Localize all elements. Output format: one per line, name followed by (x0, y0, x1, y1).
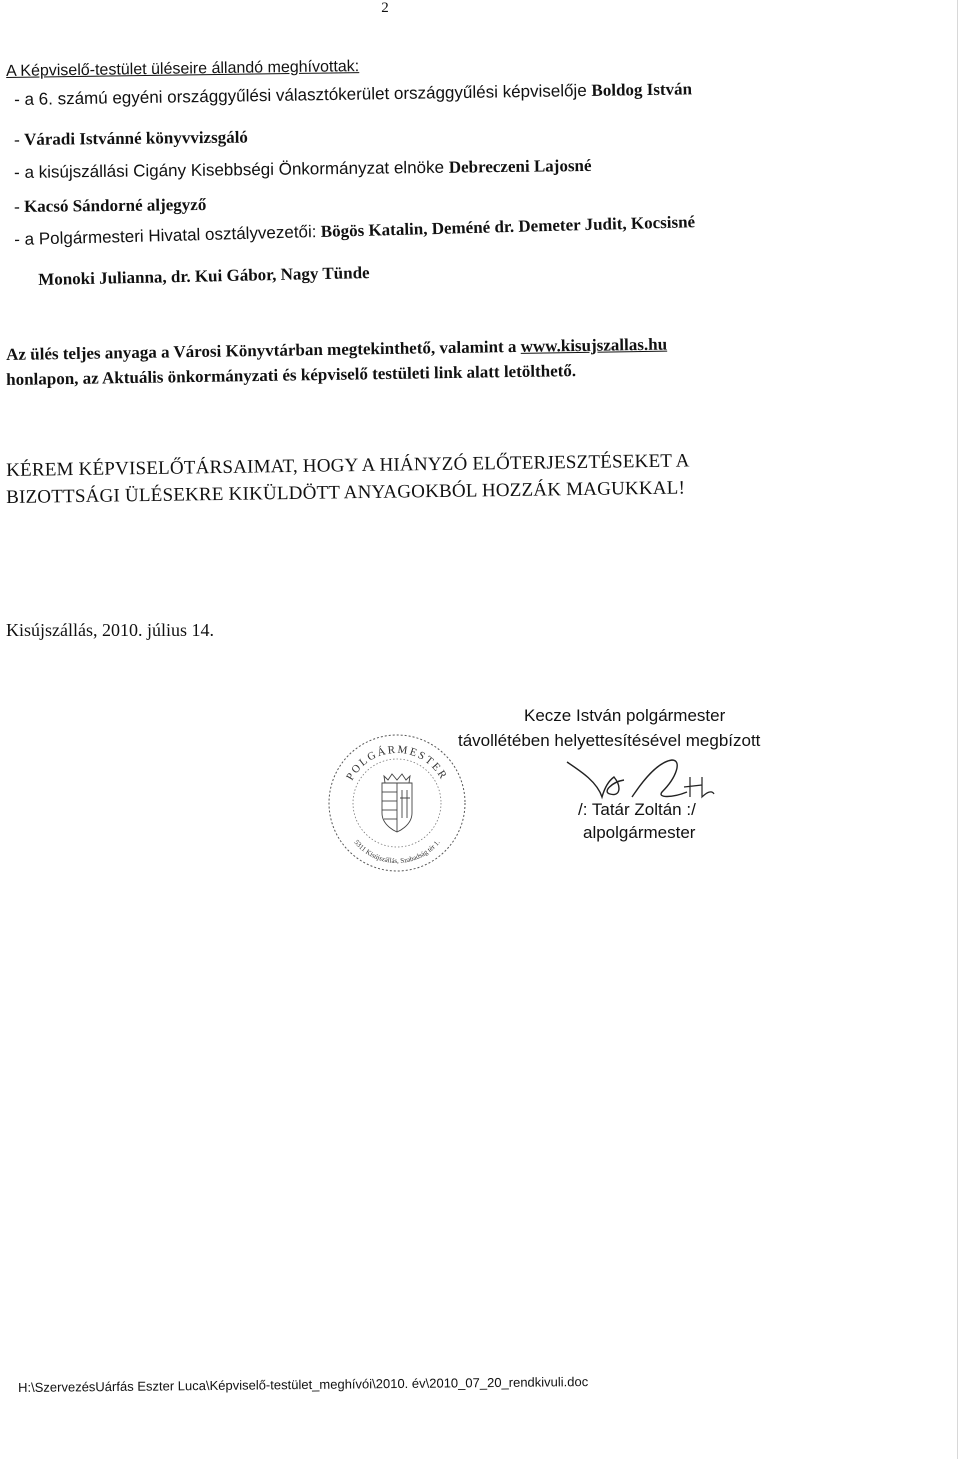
invitee-item (14, 212, 695, 250)
request-line-2: BIZOTTSÁGI ÜLÉSEKRE KIKÜLDÖTT ANYAGOKBÓL HOZZÁK MAGUKKAL! (6, 477, 686, 508)
signatory-line-2: távollétében helyettesítésével megbízott (458, 731, 761, 750)
info-line-1: Az ülés teljes anyaga a Városi Könyvtárban megtekinthető, valamint a (6, 336, 517, 364)
invitee-prefix: - a kisújszállási Cigány Kisebbségi Önkormányzat elnöke (14, 157, 445, 182)
invitee-name: Kacsó Sándorné aljegyző (23, 194, 207, 216)
stamp-top-text: POLGÁRMESTER (344, 743, 450, 783)
signatory-title: alpolgármester (583, 823, 696, 842)
date-line: Kisújszállás, 2010. július 14. (6, 620, 214, 640)
invitee-name: Bögös Katalin, Deméné dr. Demeter Judit, Kocsisné (320, 212, 696, 241)
invitee-item (14, 79, 692, 110)
invitee-prefix: - (14, 196, 20, 216)
invitee-name: Debreczeni Lajosné (448, 155, 592, 177)
invitee-prefix: - a 6. számú egyéni országgyűlési választókerület országgyűlési képviselője (14, 81, 587, 109)
info-line-2: honlapon, az Aktuális önkormányzati és képviselő testületi link alatt letölthető. (6, 361, 577, 389)
official-stamp (322, 728, 472, 878)
section-heading: A Képviselő-testület üléseire állandó meghívottak: (6, 58, 360, 80)
request-line-1: KÉREM KÉPVISELŐTÁRSAIMAT, HOGY A HIÁNYZÓ ELŐTERJESZTÉSEKET A (6, 450, 690, 481)
page-number: 2 (381, 0, 389, 16)
invitee-item (38, 263, 370, 290)
invitee-prefix: - (14, 129, 20, 149)
invitee-name: Boldog István (591, 79, 693, 100)
website-link[interactable]: www.kisujszallas.hu (520, 334, 668, 356)
scan-edge (957, 0, 958, 1459)
invitee-name: Váradi Istvánné könyvvizsgáló (23, 127, 248, 149)
invitee-prefix: - a Polgármesteri Hivatal osztályvezetői: (14, 222, 317, 249)
signatory-name: /: Tatár Zoltán :/ (578, 800, 696, 819)
signatory-line-1: Kecze István polgármester (524, 706, 726, 725)
invitee-item (14, 128, 248, 150)
handwritten-signature (562, 752, 792, 812)
file-path-footer: H:\SzervezésUárfás Eszter Luca\Képviselő-testület_meghívói\2010. év\2010_07_20_rendkivuli.doc (18, 1374, 589, 1395)
coat-of-arms-icon (382, 774, 412, 832)
stamp-bottom-text: 5311 Kisújszállás, Szabadság tér 1. (352, 838, 442, 865)
invitee-item (14, 195, 206, 217)
invitee-item (14, 156, 592, 183)
invitee-name: Monoki Julianna, dr. Kui Gábor, Nagy Tünde (38, 263, 370, 289)
